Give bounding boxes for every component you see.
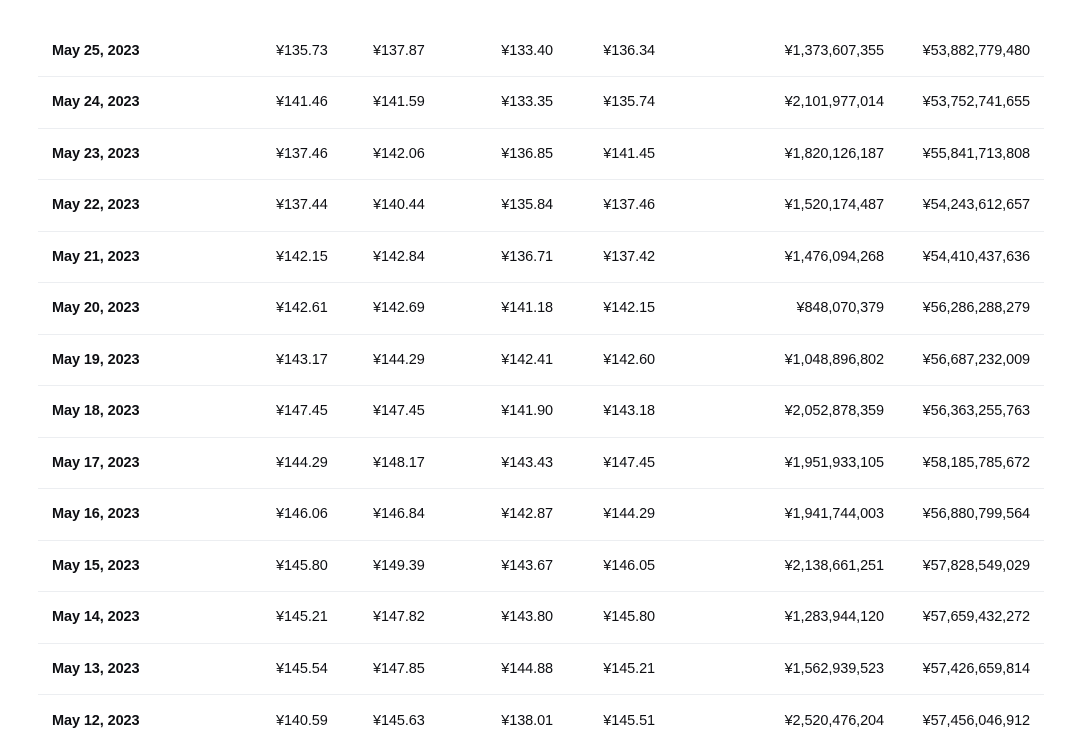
market-cap-cell: ¥56,880,799,564 (884, 489, 1044, 541)
open-price-cell: ¥145.21 (272, 592, 373, 644)
open-price-cell: ¥137.46 (272, 128, 373, 180)
date-cell: May 16, 2023 (38, 489, 272, 541)
date-cell: May 12, 2023 (38, 695, 272, 746)
market-cap-cell: ¥58,185,785,672 (884, 437, 1044, 489)
date-cell: May 15, 2023 (38, 540, 272, 592)
market-cap-cell: ¥57,426,659,814 (884, 643, 1044, 695)
low-price-cell: ¥143.43 (473, 437, 553, 489)
date-cell: May 19, 2023 (38, 334, 272, 386)
open-price-cell: ¥137.44 (272, 180, 373, 232)
close-price-cell: ¥137.42 (553, 231, 655, 283)
table-row (38, 77, 1044, 129)
market-cap-cell: ¥56,363,255,763 (884, 386, 1044, 438)
table-row (38, 180, 1044, 232)
table-row (38, 643, 1044, 695)
date-cell: May 18, 2023 (38, 386, 272, 438)
high-price-cell: ¥147.82 (373, 592, 473, 644)
close-price-cell: ¥142.15 (553, 283, 655, 335)
open-price-cell: ¥145.54 (272, 643, 373, 695)
date-cell: May 17, 2023 (38, 437, 272, 489)
date-cell: May 23, 2023 (38, 128, 272, 180)
high-price-cell: ¥137.87 (373, 25, 473, 77)
table-row (38, 386, 1044, 438)
high-price-cell: ¥144.29 (373, 334, 473, 386)
close-price-cell: ¥144.29 (553, 489, 655, 541)
volume-cell: ¥1,048,896,802 (655, 334, 884, 386)
open-price-cell: ¥135.73 (272, 25, 373, 77)
high-price-cell: ¥146.84 (373, 489, 473, 541)
volume-cell: ¥1,373,607,355 (655, 25, 884, 77)
date-cell: May 13, 2023 (38, 643, 272, 695)
date-cell: May 14, 2023 (38, 592, 272, 644)
low-price-cell: ¥133.35 (473, 77, 553, 129)
high-price-cell: ¥148.17 (373, 437, 473, 489)
historical-data-table-container (38, 25, 1044, 746)
open-price-cell: ¥145.80 (272, 540, 373, 592)
open-price-cell: ¥147.45 (272, 386, 373, 438)
date-cell: May 22, 2023 (38, 180, 272, 232)
low-price-cell: ¥143.80 (473, 592, 553, 644)
close-price-cell: ¥136.34 (553, 25, 655, 77)
close-price-cell: ¥141.45 (553, 128, 655, 180)
table-body (38, 25, 1044, 746)
close-price-cell: ¥145.80 (553, 592, 655, 644)
high-price-cell: ¥141.59 (373, 77, 473, 129)
volume-cell: ¥2,052,878,359 (655, 386, 884, 438)
low-price-cell: ¥135.84 (473, 180, 553, 232)
market-cap-cell: ¥54,410,437,636 (884, 231, 1044, 283)
market-cap-cell: ¥57,828,549,029 (884, 540, 1044, 592)
volume-cell: ¥1,820,126,187 (655, 128, 884, 180)
open-price-cell: ¥141.46 (272, 77, 373, 129)
date-cell: May 20, 2023 (38, 283, 272, 335)
low-price-cell: ¥142.41 (473, 334, 553, 386)
market-cap-cell: ¥57,456,046,912 (884, 695, 1044, 746)
table-row (38, 437, 1044, 489)
date-cell: May 24, 2023 (38, 77, 272, 129)
volume-cell: ¥848,070,379 (655, 283, 884, 335)
volume-cell: ¥2,138,661,251 (655, 540, 884, 592)
market-cap-cell: ¥54,243,612,657 (884, 180, 1044, 232)
table-row (38, 334, 1044, 386)
volume-cell: ¥1,941,744,003 (655, 489, 884, 541)
low-price-cell: ¥141.90 (473, 386, 553, 438)
date-cell: May 25, 2023 (38, 25, 272, 77)
open-price-cell: ¥143.17 (272, 334, 373, 386)
table-row (38, 128, 1044, 180)
table-row (38, 489, 1044, 541)
close-price-cell: ¥145.51 (553, 695, 655, 746)
high-price-cell: ¥145.63 (373, 695, 473, 746)
low-price-cell: ¥136.71 (473, 231, 553, 283)
low-price-cell: ¥143.67 (473, 540, 553, 592)
open-price-cell: ¥140.59 (272, 695, 373, 746)
low-price-cell: ¥136.85 (473, 128, 553, 180)
open-price-cell: ¥144.29 (272, 437, 373, 489)
close-price-cell: ¥142.60 (553, 334, 655, 386)
table-row (38, 231, 1044, 283)
volume-cell: ¥2,520,476,204 (655, 695, 884, 746)
volume-cell: ¥1,520,174,487 (655, 180, 884, 232)
market-cap-cell: ¥53,882,779,480 (884, 25, 1044, 77)
market-cap-cell: ¥57,659,432,272 (884, 592, 1044, 644)
volume-cell: ¥1,562,939,523 (655, 643, 884, 695)
low-price-cell: ¥142.87 (473, 489, 553, 541)
low-price-cell: ¥141.18 (473, 283, 553, 335)
historical-data-table (38, 25, 1044, 746)
close-price-cell: ¥145.21 (553, 643, 655, 695)
open-price-cell: ¥142.61 (272, 283, 373, 335)
close-price-cell: ¥135.74 (553, 77, 655, 129)
high-price-cell: ¥140.44 (373, 180, 473, 232)
table-row (38, 540, 1044, 592)
market-cap-cell: ¥56,687,232,009 (884, 334, 1044, 386)
close-price-cell: ¥146.05 (553, 540, 655, 592)
market-cap-cell: ¥56,286,288,279 (884, 283, 1044, 335)
close-price-cell: ¥143.18 (553, 386, 655, 438)
high-price-cell: ¥149.39 (373, 540, 473, 592)
close-price-cell: ¥147.45 (553, 437, 655, 489)
table-row (38, 592, 1044, 644)
market-cap-cell: ¥53,752,741,655 (884, 77, 1044, 129)
open-price-cell: ¥142.15 (272, 231, 373, 283)
table-row (38, 283, 1044, 335)
close-price-cell: ¥137.46 (553, 180, 655, 232)
market-cap-cell: ¥55,841,713,808 (884, 128, 1044, 180)
low-price-cell: ¥133.40 (473, 25, 553, 77)
open-price-cell: ¥146.06 (272, 489, 373, 541)
high-price-cell: ¥142.69 (373, 283, 473, 335)
table-row (38, 25, 1044, 77)
high-price-cell: ¥142.84 (373, 231, 473, 283)
high-price-cell: ¥147.85 (373, 643, 473, 695)
volume-cell: ¥1,951,933,105 (655, 437, 884, 489)
volume-cell: ¥1,283,944,120 (655, 592, 884, 644)
date-cell: May 21, 2023 (38, 231, 272, 283)
high-price-cell: ¥147.45 (373, 386, 473, 438)
low-price-cell: ¥144.88 (473, 643, 553, 695)
volume-cell: ¥1,476,094,268 (655, 231, 884, 283)
volume-cell: ¥2,101,977,014 (655, 77, 884, 129)
table-row (38, 695, 1044, 746)
high-price-cell: ¥142.06 (373, 128, 473, 180)
low-price-cell: ¥138.01 (473, 695, 553, 746)
